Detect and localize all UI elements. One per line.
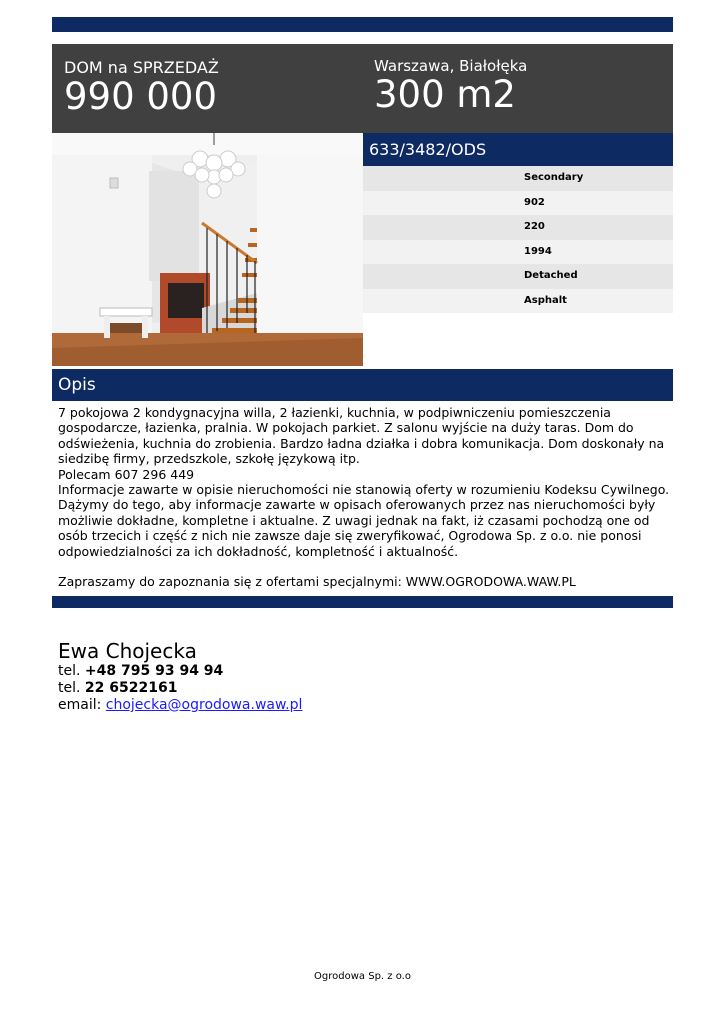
- reference-number-bar: [363, 133, 673, 166]
- disclaimer-paragraph: Informacje zawarte w opisie nieruchomości nie stanowią oferty w rozumieniu Kodeksu Cywilnego. Dążymy do tego, aby informacje zawarte w opisach oferowanych przez nas nieruchomości były możliwie dokładne, kompletne i aktualne. Z uwagi jednak na fakt, iż czasami pochodzą one od osób trzecich i część z nich nie zawsze daje się zweryfikować, Ogrodowa Sp. z o.o. nie ponosi odpowiedzialności za ich dokładność, kompletność i aktualność.: [58, 482, 670, 559]
- property-row: [363, 289, 673, 314]
- description-heading: Opis: [58, 375, 96, 395]
- listing-header: [52, 44, 673, 133]
- property-value: 902: [524, 196, 545, 208]
- property-value: 1994: [524, 245, 552, 257]
- description-text: [58, 405, 670, 590]
- price: 990 000: [64, 75, 218, 118]
- email-label: email:: [58, 697, 102, 713]
- agent-contact: [58, 639, 302, 714]
- contact-phone-line: Polecam 607 296 449: [58, 466, 195, 482]
- phone-number: +48 795 93 94 94: [84, 663, 224, 679]
- property-row: [363, 240, 673, 265]
- listing-type: DOM na SPRZEDAŻ: [64, 58, 219, 77]
- property-value: Asphalt: [524, 294, 567, 306]
- reference-number: 633/3482/ODS: [369, 140, 487, 159]
- property-row: [363, 191, 673, 216]
- agent-email: [58, 697, 302, 714]
- property-row: [363, 166, 673, 191]
- agent-phone-2: [58, 680, 302, 697]
- description-paragraph: 7 pokojowa 2 kondygnacyjna willa, 2 łazienki, kuchnia, w podpiwniczeniu pomieszczenia gospodarcze, łazienka, pralnia. W pokojach parkiet. Z salonu wyjście na duży taras. Dom do odświeżenia, kuchnia do zrobienia. Bardzo ładna działka i dobra komunikacja. Dom doskonały na siedzibę firmy, przedszkole, szkołę językową itp.: [58, 405, 665, 467]
- phone-number: 22 6522161: [84, 680, 178, 696]
- property-row: [363, 215, 673, 240]
- property-details-list: [363, 166, 673, 313]
- property-photo: [52, 133, 363, 366]
- email-link[interactable]: chojecka@ogrodowa.waw.pl: [105, 697, 303, 713]
- property-value: 220: [524, 221, 545, 232]
- agent-name: Ewa Chojecka: [58, 639, 197, 663]
- footer-company: Ogrodowa Sp. z o.o: [314, 971, 411, 982]
- description-heading-bar: [52, 369, 673, 401]
- location: Warszawa, Białołęka: [374, 57, 528, 75]
- property-value: Secondary: [524, 172, 584, 183]
- area: 300 m2: [374, 73, 516, 116]
- property-row: [363, 264, 673, 289]
- top-accent-bar: [52, 17, 673, 32]
- bottom-accent-bar: [52, 596, 673, 608]
- special-offers-line: Zapraszamy do zapoznania się z ofertami specjalnymi: WWW.OGRODOWA.WAW.PL: [58, 574, 576, 590]
- tel-label: tel.: [58, 680, 81, 696]
- tel-label: tel.: [58, 663, 81, 679]
- property-value: Detached: [524, 270, 578, 281]
- agent-phone-1: [58, 663, 302, 680]
